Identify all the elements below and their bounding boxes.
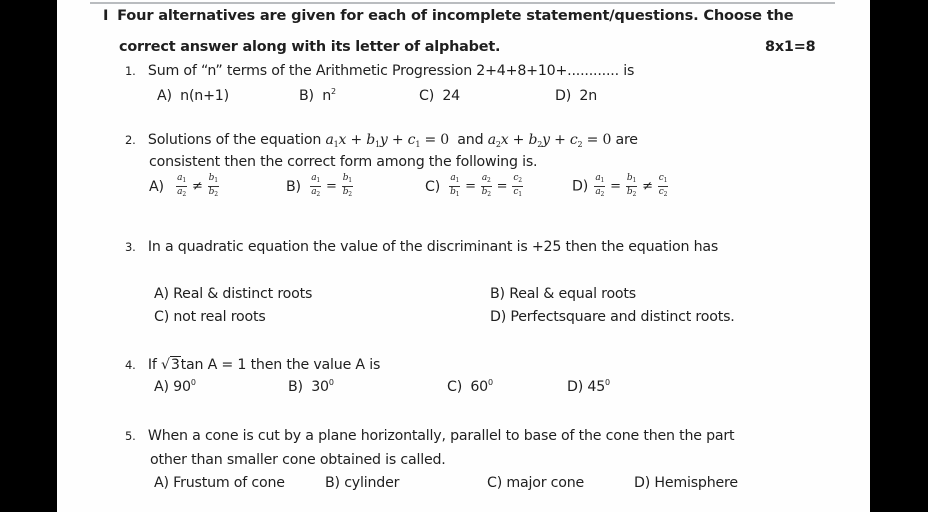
option-text: 60 — [470, 379, 489, 395]
option-label: B) — [286, 178, 301, 195]
square-root: √3 — [160, 357, 180, 373]
degree-superscript: 0 — [190, 378, 196, 387]
fraction: $\frac{a_2}{b_2}$ — [481, 173, 491, 198]
option-d[interactable] — [634, 474, 738, 492]
option-label: B) — [490, 286, 505, 302]
option-d[interactable] — [555, 87, 597, 105]
option-text: Frustum of cone — [173, 475, 285, 491]
question-number: 4. — [125, 358, 136, 372]
option-label: C) — [419, 88, 435, 104]
question-text-suffix: are — [615, 132, 638, 148]
degree-superscript: 0 — [605, 378, 610, 387]
radicand: 3 — [170, 357, 180, 373]
option-text: not real roots — [173, 309, 266, 325]
question-2-line-2: consistent then the correct form among the following is. — [149, 154, 538, 170]
option-a[interactable] — [154, 378, 196, 396]
fraction: $\frac{a_1}{b_1}$ — [450, 173, 460, 198]
option-text: major cone — [506, 475, 585, 491]
question-5-line-2: other than smaller cone obtained is called. — [150, 452, 446, 468]
fraction: $\frac{a_1}{a_2}$ — [177, 173, 186, 198]
fraction: $\frac{a_1}{a_2}$ — [311, 173, 320, 198]
question-4 — [125, 356, 380, 374]
fraction: $\frac{c_1}{c_2}$ — [658, 173, 668, 198]
question-number: 5. — [125, 429, 136, 443]
option-label: A) — [149, 178, 164, 195]
question-text: When a cone is cut by a plane horizontally, parallel to base of the cone then the part — [147, 428, 735, 444]
question-1 — [125, 62, 634, 80]
equation-2: $a_2x + b_2y + c_2 = 0$ — [487, 132, 612, 149]
option-label: C) — [154, 309, 170, 325]
fraction: $\frac{b_1}{b_2}$ — [626, 173, 637, 198]
fraction: $\frac{c_2}{c_1}$ — [513, 173, 522, 198]
question-number: 3. — [125, 240, 136, 254]
option-b[interactable] — [299, 87, 336, 105]
question-2 — [125, 131, 638, 154]
option-label: B) — [325, 475, 340, 491]
question-text: Sum of “n” terms of the Arithmetic Progression 2+4+8+10+............ is — [147, 63, 635, 79]
option-superscript: 2 — [330, 87, 336, 96]
option-label: D) — [572, 178, 589, 195]
left-black-border — [0, 0, 57, 512]
option-c[interactable] — [419, 87, 460, 105]
option-label: A) — [157, 88, 172, 104]
question-3 — [125, 238, 718, 256]
option-b[interactable] — [325, 474, 399, 492]
fraction: $\frac{a_1}{a_2}$ — [595, 173, 605, 198]
option-label: A) — [154, 379, 169, 395]
right-black-border — [870, 0, 928, 512]
option-label: B) — [288, 379, 303, 395]
option-a[interactable] — [154, 285, 312, 303]
option-a[interactable] — [154, 474, 285, 492]
section-marker: I — [103, 7, 109, 24]
question-number: 2. — [125, 133, 136, 147]
option-text: 2n — [579, 88, 597, 104]
question-5 — [125, 427, 734, 445]
option-b[interactable] — [490, 285, 636, 303]
option-text: n — [322, 88, 331, 104]
equal-sign: = — [465, 178, 476, 194]
option-label: D) — [567, 379, 584, 395]
option-c[interactable] — [447, 378, 493, 396]
question-text-prefix: If — [147, 357, 157, 373]
question-text-prefix: Solutions of the equation — [147, 132, 322, 148]
marks-label: 8x1=8 — [765, 39, 816, 55]
degree-superscript: 0 — [488, 378, 493, 387]
option-text: 90 — [173, 379, 191, 395]
option-text: Hemisphere — [654, 475, 738, 491]
option-label: C) — [487, 475, 503, 491]
equal-sign: = — [325, 178, 337, 194]
option-text: 24 — [442, 88, 461, 104]
option-c[interactable] — [425, 174, 525, 199]
option-label: A) — [154, 475, 169, 491]
option-label: D) — [634, 475, 651, 491]
instruction-line-2: correct answer along with its letter of alphabet. — [119, 39, 501, 55]
equal-sign: = — [496, 178, 508, 194]
option-text: 30 — [311, 379, 329, 395]
option-label: B) — [299, 88, 314, 104]
equal-sign: = — [610, 178, 621, 194]
option-label: C) — [425, 178, 441, 195]
option-text: 45 — [587, 379, 606, 395]
option-text: cylinder — [344, 475, 400, 491]
option-label: D) — [490, 309, 507, 325]
option-text: n(n+1) — [180, 88, 229, 104]
question-paper — [57, 0, 870, 512]
equation-1: $a_1x + b_1y + c_1 = 0$ — [325, 132, 449, 149]
option-label: D) — [555, 88, 572, 104]
option-d[interactable] — [490, 308, 735, 326]
not-equal-sign: ≠ — [642, 178, 653, 194]
question-text: In a quadratic equation the value of the discriminant is +25 then the equation has — [147, 239, 719, 255]
option-a[interactable] — [149, 174, 221, 199]
top-rule — [90, 2, 835, 4]
fraction: $\frac{b_1}{b_2}$ — [342, 173, 352, 198]
option-text: Perfectsquare and distinct roots. — [510, 309, 735, 325]
option-b[interactable] — [286, 174, 355, 199]
option-c[interactable] — [487, 474, 584, 492]
fraction: $\frac{b_1}{b_2}$ — [208, 173, 218, 198]
option-d[interactable] — [567, 378, 610, 396]
option-a[interactable] — [157, 87, 229, 105]
option-b[interactable] — [288, 378, 334, 396]
instruction-line-1: Four alternatives are given for each of incomplete statement/questions. Choose the — [117, 7, 794, 24]
option-text: Real & equal roots — [509, 286, 636, 302]
option-label: A) — [154, 286, 169, 302]
option-text: Real & distinct roots — [173, 286, 313, 302]
question-text-suffix: tan A = 1 then the value A is — [180, 357, 381, 373]
equation-joiner: and — [457, 132, 484, 148]
section-header — [103, 7, 793, 25]
not-equal-sign: ≠ — [191, 178, 203, 194]
option-label: C) — [447, 379, 463, 395]
degree-superscript: 0 — [328, 378, 334, 387]
option-d[interactable] — [572, 174, 670, 199]
question-number: 1. — [125, 64, 136, 78]
option-c[interactable] — [154, 308, 266, 326]
